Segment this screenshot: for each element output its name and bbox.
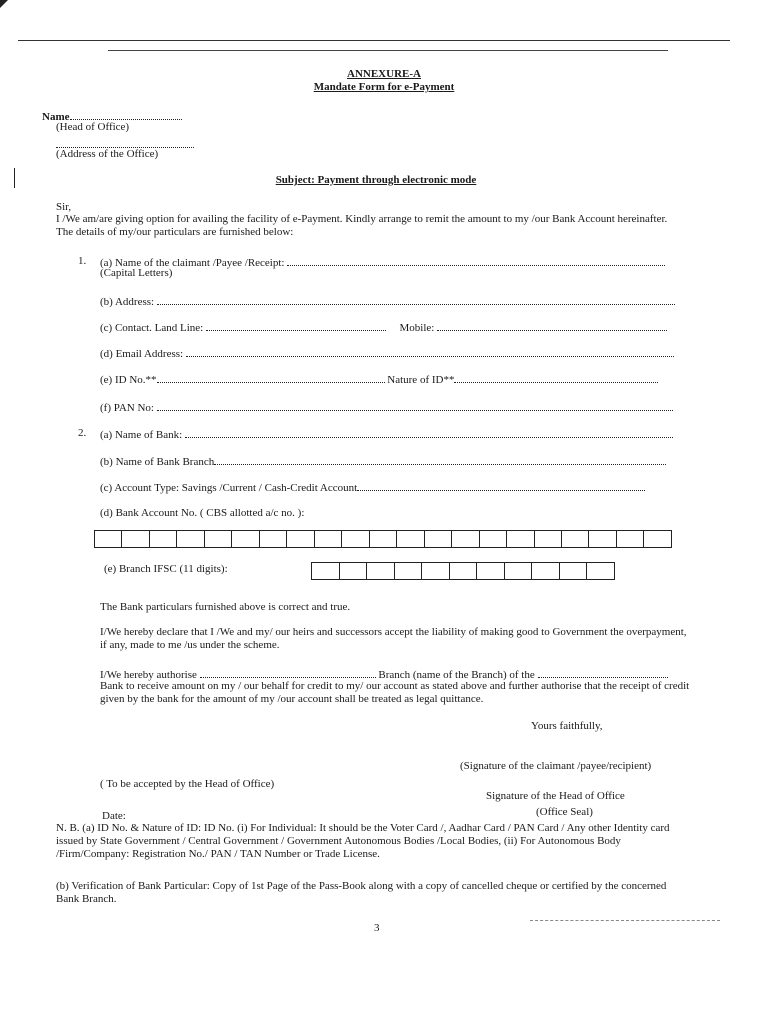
name-field[interactable] [70,109,182,120]
address-field[interactable] [157,294,675,305]
footer-rule [530,920,720,921]
digit-box[interactable] [367,563,395,579]
email-field[interactable] [186,346,674,357]
ifsc-boxes[interactable] [311,562,615,580]
address-label: (b) Address: [100,296,155,308]
account-type-row [100,480,645,494]
digit-box[interactable] [507,531,534,547]
account-type-label: (c) Account Type: Savings /Current / Cash-Credit Account [100,482,358,494]
claimant-name-row [100,255,665,269]
digit-box[interactable] [95,531,122,547]
digit-box[interactable] [480,531,507,547]
email-label: (d) Email Address: [100,348,184,360]
header-rule-secondary [108,50,668,51]
authorise-branch-field[interactable] [200,667,376,678]
authorise-prefix: I/We hereby authorise [100,669,197,681]
digit-box[interactable] [617,531,644,547]
annexure-title: ANNEXURE-A [347,68,421,80]
subject-line: Subject: Payment through electronic mode [275,174,477,186]
scan-corner-mark [0,0,8,8]
liability-declaration: I/We hereby declare that I /We and my/ our heirs and successors accept the liability of making good to Government the overpayment, if any, made to me /us under the scheme. [100,626,687,651]
yours-faithfully: Yours faithfully, [531,720,603,732]
digit-box[interactable] [122,531,149,547]
bank-name-row [100,427,673,441]
correct-statement: The Bank particulars furnished above is correct and true. [100,601,351,613]
digit-box[interactable] [315,531,342,547]
claimant-name-field[interactable] [287,255,665,266]
digit-box[interactable] [477,563,505,579]
nature-of-id-label: Nature of ID** [387,374,455,386]
digit-box[interactable] [560,563,588,579]
address-of-office: (Address of the Office) [56,148,159,160]
digit-box[interactable] [397,531,424,547]
digit-box[interactable] [422,563,450,579]
address-row [100,294,675,308]
mobile-label: Mobile: [399,322,435,334]
digit-box[interactable] [370,531,397,547]
account-number-boxes[interactable] [94,530,672,548]
mobile-field[interactable] [437,320,667,331]
digit-box[interactable] [232,531,259,547]
digit-box[interactable] [452,531,479,547]
claimant-name-label: (a) Name of the claimant /Payee /Receipt: [100,257,285,269]
account-no-label: (d) Bank Account No. ( CBS allotted a/c no. ): [100,507,305,519]
id-field[interactable] [157,372,385,383]
digit-box[interactable] [287,531,314,547]
head-of-office: (Head of Office) [56,121,130,133]
header-rule [18,40,730,41]
nature-of-id-field[interactable] [454,372,658,383]
account-type-field[interactable] [357,480,645,491]
name-label: Name [42,111,70,123]
id-label: (e) ID No.** [100,374,157,386]
salutation: Sir, [56,201,72,213]
section1-number: 1. [78,255,87,267]
branch-row [100,454,666,468]
claimant-signature-label: (Signature of the claimant /payee/recipient) [460,760,652,772]
digit-box[interactable] [450,563,478,579]
branch-label: (b) Name of Bank Branch [100,456,215,468]
digit-box[interactable] [150,531,177,547]
capital-letters-note: (Capital Letters) [100,267,173,279]
authorise-row [100,667,668,681]
digit-box[interactable] [505,563,533,579]
digit-box[interactable] [395,563,423,579]
head-signature-label: Signature of the Head of Office [486,790,625,802]
landline-field[interactable] [206,320,386,331]
landline-label: (c) Contact. Land Line: [100,322,204,334]
branch-field[interactable] [214,454,666,465]
authorise-continuation: Bank to receive amount on my / our behalf for credit to my/ our account as stated above and further authorise that the receipt of credit given by the bank for the amount of my /our account shall be treated as legal quittance. [100,680,690,705]
authorise-mid: Branch (name of the Branch) of the [378,669,535,681]
accepted-by-label: ( To be accepted by the Head of Office) [100,778,275,790]
nb-verification-note: (b) Verification of Bank Particular: Copy of 1st Page of the Pass-Book along with a copy of cancelled cheque or certified by the concerned Bank Branch. [56,880,667,905]
pan-field[interactable] [157,400,673,411]
bank-name-field[interactable] [185,427,673,438]
digit-box[interactable] [260,531,287,547]
section2-number: 2. [78,427,87,439]
digit-box[interactable] [425,531,452,547]
digit-box[interactable] [177,531,204,547]
intro-paragraph: I /We am/are giving option for availing the facility of e-Payment. Kindly arrange to remit the amount to my /our Bank Account hereinafter. The details of my/our particulars are furnished below: [56,213,668,238]
pan-row [100,400,673,414]
id-row [100,372,658,386]
digit-box[interactable] [205,531,232,547]
digit-box[interactable] [535,531,562,547]
office-seal-label: (Office Seal) [536,806,593,818]
digit-box[interactable] [312,563,340,579]
ifsc-label: (e) Branch IFSC (11 digits): [104,563,228,575]
form-title: Mandate Form for e-Payment [313,81,455,93]
pan-label: (f) PAN No: [100,402,154,414]
digit-box[interactable] [532,563,560,579]
digit-box[interactable] [589,531,616,547]
contact-row [100,320,667,334]
digit-box[interactable] [342,531,369,547]
digit-box[interactable] [340,563,368,579]
nb-id-note: N. B. (a) ID No. & Nature of ID: ID No. (i) For Individual: It should be the Voter Card /, Aadhar Card / PAN Card / Any other Identity card issued by State Government / Central Government / Government Autonomous Bodies /Local Bodies, (ii) For Autonomous Body /Firm/Company: Registration No./ PAN / TAN Number or Trade License. [56,822,670,860]
date-label: Date: [102,810,126,822]
email-row [100,346,674,360]
digit-box[interactable] [644,531,670,547]
page-number: 3 [374,922,380,934]
digit-box[interactable] [562,531,589,547]
bank-name-label: (a) Name of Bank: [100,429,183,441]
authorise-bank-field[interactable] [538,667,668,678]
digit-box[interactable] [587,563,614,579]
